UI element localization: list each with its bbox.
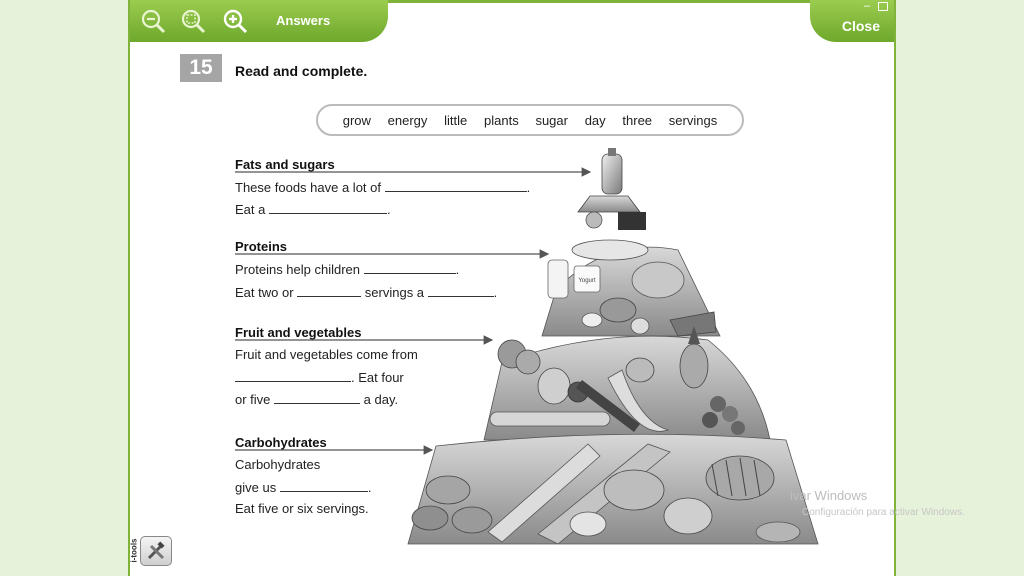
proteins-line-2-text: Eat two or [235,285,294,300]
food-pyramid-illustration [378,140,838,560]
word-bank-item: energy [387,112,428,128]
itools-panel [130,534,176,568]
punctuation: . [493,285,498,300]
word-bank-item: grow [342,112,371,128]
punctuation: . [367,480,372,495]
punctuation: . [455,262,460,277]
answer-blank[interactable] [297,284,361,297]
word-bank-item: plants [484,112,519,128]
minimize-icon[interactable]: – [863,0,870,12]
fruit-line-2-text: . Eat four [351,370,404,385]
carbs-title: Carbohydrates [235,435,327,450]
book-viewer-window [128,0,965,576]
proteins-line-1-text: Proteins help children [235,262,361,277]
carbs-line-1: Carbohydrates [235,457,321,472]
word-bank-item: little [444,112,468,128]
proteins-title: Proteins [235,239,288,254]
close-button[interactable]: Close [841,18,880,34]
itools-button[interactable] [140,536,172,566]
tools-icon [146,541,166,561]
exercise-instruction: Read and complete. [235,63,368,79]
fats-line-2-text: Eat a [235,202,266,217]
answer-blank[interactable] [235,369,351,382]
fruit-line-3-text: or five [235,392,271,407]
fruit-line-3 [235,391,398,407]
itools-label: i-tools [129,538,139,563]
carbs-line-2-text: give us [235,480,277,495]
punctuation: . [526,180,531,195]
punctuation: . [386,202,391,217]
fruit-line-3-text-b: a day. [363,392,399,407]
activation-watermark-title: ivar Windows [790,488,868,503]
fats-line-2 [235,201,391,217]
word-bank-item: day [584,112,606,128]
word-bank-item: three [622,112,653,128]
activation-watermark-text: Configuración para activar Windows. [802,507,965,518]
proteins-line-2-text-b: servings a [364,285,425,300]
word-bank-item: servings [668,112,718,128]
answers-button[interactable]: Answers [276,13,331,28]
fruit-line-1: Fruit and vegetables come from [235,347,418,362]
yogurt-label: Yogurt [578,278,596,284]
fats-line-1-text: These foods have a lot of [235,180,381,195]
answer-blank[interactable] [269,201,387,214]
exercise-number: 15 [180,54,222,82]
answer-blank[interactable] [274,391,360,404]
carbs-line-2 [235,479,371,495]
word-bank-item: sugar [535,112,568,128]
answer-blank[interactable] [280,479,368,492]
fruit-title: Fruit and vegetables [235,325,362,340]
fats-title: Fats and sugars [235,157,335,172]
carbs-line-3: Eat five or six servings. [235,501,369,516]
